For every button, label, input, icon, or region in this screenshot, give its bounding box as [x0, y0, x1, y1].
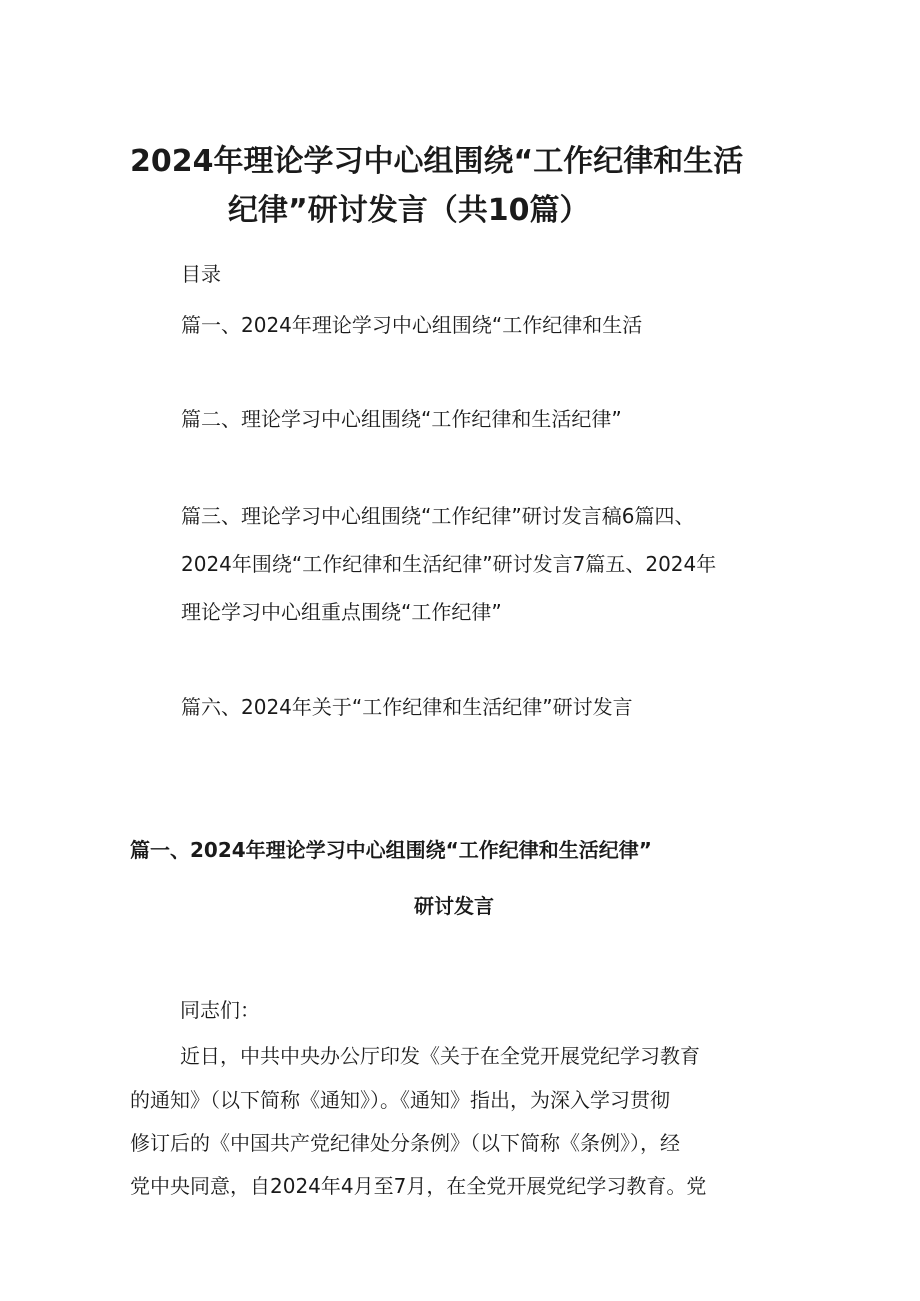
paragraph-line: 修订后的《中国共产党纪律处分条例》（以下简称《条例》），经 [130, 1131, 680, 1155]
toc-entry: 篇二、理论学习中心组围绕“工作纪律和生活纪律” [181, 407, 622, 431]
toc-entry: 2024年围绕“工作纪律和生活纪律”研讨发言7篇五、2024年 [181, 552, 717, 576]
toc-entry: 篇三、理论学习中心组围绕“工作纪律”研讨发言稿6篇四、 [181, 504, 695, 528]
toc-entry: 篇六、2024年关于“工作纪律和生活纪律”研讨发言 [181, 695, 633, 719]
toc-entry: 理论学习中心组重点围绕“工作纪律” [181, 600, 502, 624]
toc-entry: 篇一、2024年理论学习中心组围绕“工作纪律和生活 [181, 313, 643, 337]
section-title-line-2: 研讨发言 [414, 894, 494, 918]
salutation: 同志们： [180, 998, 260, 1022]
paragraph-line: 党中央同意，自2024年4月至7月，在全党开展党纪学习教育。党 [130, 1174, 707, 1198]
paragraph-line: 近日，中共中央办公厅印发《关于在全党开展党纪学习教育 [180, 1044, 700, 1068]
document-title-line-1: 2024年理论学习中心组围绕“工作纪律和生活 [130, 144, 744, 179]
document-title-line-2: 纪律”研讨发言（共10篇） [228, 193, 590, 228]
section-title-line-1: 篇一、2024年理论学习中心组围绕“工作纪律和生活纪律” [130, 838, 652, 862]
paragraph-line: 的通知》（以下简称《通知》）。《通知》指出，为深入学习贯彻 [130, 1088, 670, 1112]
toc-heading: 目录 [181, 262, 221, 286]
